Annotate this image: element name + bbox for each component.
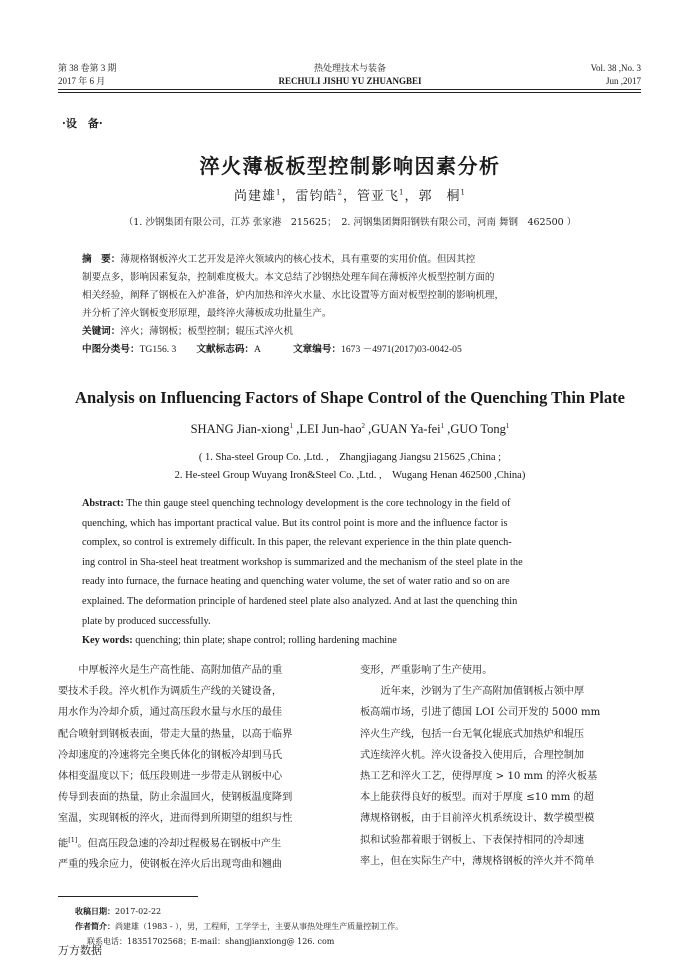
abstract-cn bbox=[82, 251, 622, 359]
affiliation-en-2: 2. He-steel Group Wuyang Iron&Steel Co. ,Ltd. , Wugang Henan 462500 ,China) bbox=[174, 470, 526, 481]
body-paragraph bbox=[58, 660, 340, 875]
abstract-cn-line: 摘 要：薄规格钢板淬火工艺开发是淬火领域内的核心技术，具有重要的实用价值。但因其控 bbox=[82, 254, 476, 265]
author-cn-4: 郭 桐 bbox=[418, 189, 461, 204]
abstract-en-line: ing control in Sha-steel heat treatment workshop is summarized and the mechanism of the steel plate in the bbox=[82, 556, 523, 568]
body-paragraph bbox=[360, 681, 642, 872]
keywords-en: Key words: quenching; thin plate; shape control; rolling hardening machine bbox=[82, 635, 397, 647]
article-no-label: 文章编号： bbox=[293, 344, 342, 355]
journal-date-en: Jun ,2017 bbox=[605, 76, 641, 86]
paper-title-cn: 淬火薄板板型控制影响因素分析 bbox=[199, 154, 501, 178]
journal-volume-en: Vol. 38 ,No. 3 bbox=[590, 63, 641, 73]
author-en-4-affiliation: 1 bbox=[505, 422, 510, 430]
body-line: 严重的残余应力，使钢板在淬火后出现弯曲和翘曲 bbox=[58, 859, 283, 871]
abstract-en-line: complex, so control is extremely difficult. In this paper, the relevant experience in the thin plate quench- bbox=[82, 537, 512, 549]
body-line: 传导到表面的热量，防止余温回火，使钢板温度降到 bbox=[58, 792, 293, 804]
body-line: 冷却速度的冷速将完全奥氏体化的钢板冷却到马氏 bbox=[58, 749, 283, 761]
section-tag: ·设 备· bbox=[62, 117, 103, 130]
body-line: 近年来，沙钢为了生产高附加值钢板占领中厚 bbox=[380, 686, 585, 698]
journal-volume: 第 38 卷第 3 期 bbox=[58, 63, 117, 73]
body-left-column bbox=[58, 660, 340, 875]
body-line: 热工艺和淬火工艺，使得厚度 > 10 mm 的淬火板基 bbox=[360, 771, 598, 783]
footnote-rule bbox=[58, 896, 198, 897]
paper-title-en: Analysis on Influencing Factors of Shape Control of the Quenching Thin Plate bbox=[75, 388, 625, 407]
abstract-cn-line: 制要点多，影响因素复杂，控制难度极大。本文总结了沙钢热处理车间在薄板淬火板型控制方面的 bbox=[82, 272, 495, 283]
authors-cn: 尚建雄$^1$，雷钧皓$^2$，管亚飞$^1$，郭 桐$^1$ bbox=[234, 188, 466, 204]
keywords-en-label: Key words: bbox=[82, 635, 133, 647]
doc-code-value: A bbox=[254, 344, 261, 355]
abstract-cn-label: 摘 要： bbox=[82, 254, 121, 265]
body-right-column bbox=[360, 660, 642, 872]
footnotes bbox=[75, 904, 403, 949]
body-line: 薄规格钢板，由于目前淬火机系统设计、数学模型模 bbox=[360, 813, 595, 825]
watermark-text: 万方数据 bbox=[58, 944, 102, 957]
affiliation-en-1: ( 1. Sha-steel Group Co. ,Ltd. , Zhangjiagang Jiangsu 215625 ,China ; bbox=[198, 452, 502, 463]
body-line: 淬火生产线，包括一台无氧化辊底式加热炉和辊压 bbox=[360, 728, 585, 740]
journal-date: 2017 年 6 月 bbox=[58, 76, 106, 86]
doc-code-label: 文献标志码： bbox=[196, 344, 255, 355]
keywords-cn: 关键词：淬火；薄钢板；板型控制；辊压式淬火机 bbox=[82, 326, 294, 337]
author-en-1-affiliation: 1 bbox=[289, 422, 294, 430]
abstract-cn-line: 并分析了淬火钢板变形原理，最终淬火薄板成功批量生产。 bbox=[82, 308, 332, 319]
abstract-en-line: plate by produced successfully. bbox=[82, 615, 211, 627]
abstract-en-line: explained. The deformation principle of hardened steel plate also analyzed. And at last the quenching thin bbox=[82, 595, 518, 607]
affiliations-cn: （1. 沙钢集团有限公司，江苏 张家港 215625； 2. 河钢集团舞阳钢铁有限公司，河南 舞钢 462500 ） bbox=[123, 217, 577, 228]
abstract-en-line: quenching, which has important practical value. But its control point is more and the influence factor is bbox=[82, 517, 508, 529]
authors-en: SHANG Jian-xiong$^1$ ,LEI Jun-hao$^2$ ,GUAN Ya-fei$^1$ ,GUO Tong$^1$ bbox=[190, 422, 510, 437]
author-en-3-affiliation: 1 bbox=[440, 422, 445, 430]
body-line: 变形，严重影响了生产使用。 bbox=[360, 665, 493, 676]
body-line: 拟和试验都着眼于钢板上、下表保持相同的冷却速 bbox=[360, 834, 585, 846]
abstract-en bbox=[82, 494, 627, 651]
body-line: 中厚板淬火是生产高性能、高附加值产品的重 bbox=[78, 665, 283, 676]
abstract-en-label: Abstract: bbox=[82, 498, 124, 509]
body-line: 本上能获得良好的板型。而对于厚度 ≤10 mm 的超 bbox=[360, 792, 594, 804]
affiliations-en bbox=[0, 449, 700, 485]
journal-title-pinyin: RECHULI JISHU YU ZHUANGBEI bbox=[278, 76, 422, 86]
clc-value: TG156. 3 bbox=[139, 344, 177, 355]
author-en-2: LEI Jun-hao bbox=[299, 422, 362, 437]
author-en-2-affiliation: 2 bbox=[361, 422, 365, 430]
clc-label: 中图分类号： bbox=[82, 344, 140, 355]
classification-line bbox=[82, 341, 622, 359]
author-cn-1: 尚建雄 bbox=[234, 189, 277, 204]
author-bio: 作者简介：尚建雄（1983 - ），男，工程师，工学学士，主要从事热处理生产质量控制工作。 bbox=[75, 921, 404, 931]
article-no-value: 1673 －4971(2017)03-0042-05 bbox=[341, 344, 462, 355]
author-en-3: GUAN Ya-fei bbox=[371, 422, 441, 437]
author-cn-4-affiliation: 1 bbox=[460, 188, 466, 197]
author-cn-3-affiliation: 1 bbox=[399, 188, 405, 197]
journal-title-cn: 热处理技术与装备 bbox=[313, 63, 386, 73]
author-cn-2: 雷钧皓 bbox=[295, 189, 338, 204]
author-cn-3: 管亚飞 bbox=[357, 189, 400, 204]
header-rule-top bbox=[58, 89, 641, 90]
author-cn-1-affiliation: 1 bbox=[276, 188, 282, 197]
abstract-en-line: ready into furnace, the furnace heating and quenching water volume, the set of water ratio and so on are bbox=[82, 576, 510, 588]
body-line: 率上，但在实际生产中，薄规格钢板的淬火并不简单 bbox=[360, 855, 595, 867]
abstract-cn-line: 相关经验，阐释了钢板在入炉准备，炉内加热和淬火水量、水比设置等方面对板型控制的影响机理， bbox=[82, 290, 505, 301]
body-line: 板高端市场，引进了德国 LOI 公司开发的 5000 mm bbox=[360, 707, 601, 719]
body-line: 体相变温度以下；低压段则进一步带走从钢板中心 bbox=[58, 771, 283, 783]
body-line: 配合喷射到钢板表面，带走大量的热量，以高于临界 bbox=[58, 728, 293, 740]
body-line: 要技术手段。淬火机作为调质生产线的关键设备， bbox=[58, 686, 283, 698]
author-en-1: SHANG Jian-xiong bbox=[190, 422, 290, 437]
keywords-cn-label: 关键词： bbox=[82, 326, 121, 337]
received-date: 收稿日期：2017-02-22 bbox=[75, 906, 162, 916]
body-line: 用水作为冷却介质，通过高压段水量与水压的最佳 bbox=[58, 707, 283, 719]
author-cn-2-affiliation: 2 bbox=[337, 188, 343, 197]
abstract-en-line: Abstract: The thin gauge steel quenching technology development is the core technology in the field of bbox=[82, 498, 511, 509]
header-rule-bottom bbox=[58, 92, 641, 93]
body-line: 式连续淬火机。淬火设备投入使用后，合理控制加 bbox=[360, 749, 585, 761]
body-line: 室温，实现钢板的淬火，进而得到所期望的组织与性 bbox=[58, 813, 293, 825]
citation-ref[interactable]: [1] bbox=[68, 835, 78, 844]
body-line: 能[1]。但高压段急速的冷却过程极易在钢板中产生 bbox=[58, 835, 282, 850]
author-en-4: GUO Tong bbox=[450, 422, 506, 437]
contact-info: 联系电话：18351702568；E-mail：shangjianxiong@ 126. com bbox=[87, 937, 335, 946]
